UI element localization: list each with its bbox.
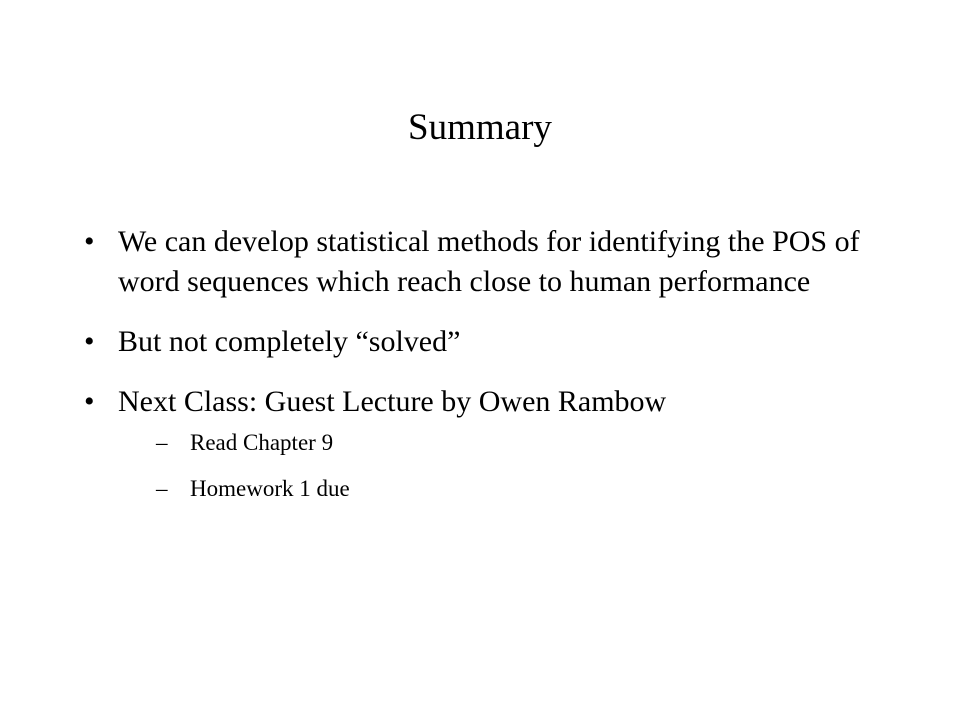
bullet-item (84, 382, 864, 504)
sub-bullet-item (118, 474, 864, 504)
bullet-icon: • (84, 225, 95, 258)
sub-bullet-item (118, 428, 864, 458)
bullet-item (84, 222, 864, 302)
dash-icon: – (156, 430, 168, 455)
slide-title: Summary (408, 107, 552, 148)
bullet-item (84, 322, 864, 362)
sub-bullet-text: Homework 1 due (190, 476, 350, 501)
sub-bullet-list (118, 428, 864, 504)
bullet-icon: • (84, 325, 95, 358)
bullet-list (84, 222, 864, 524)
dash-icon: – (156, 476, 168, 501)
bullet-text: But not completely “solved” (118, 325, 461, 358)
sub-bullet-text: Read Chapter 9 (190, 430, 334, 455)
bullet-text: Next Class: Guest Lecture by Owen Rambow (118, 385, 667, 418)
bullet-icon: • (84, 385, 95, 418)
bullet-text: We can develop statistical methods for identifying the POS of word sequences which reach close to human performance (118, 225, 860, 298)
